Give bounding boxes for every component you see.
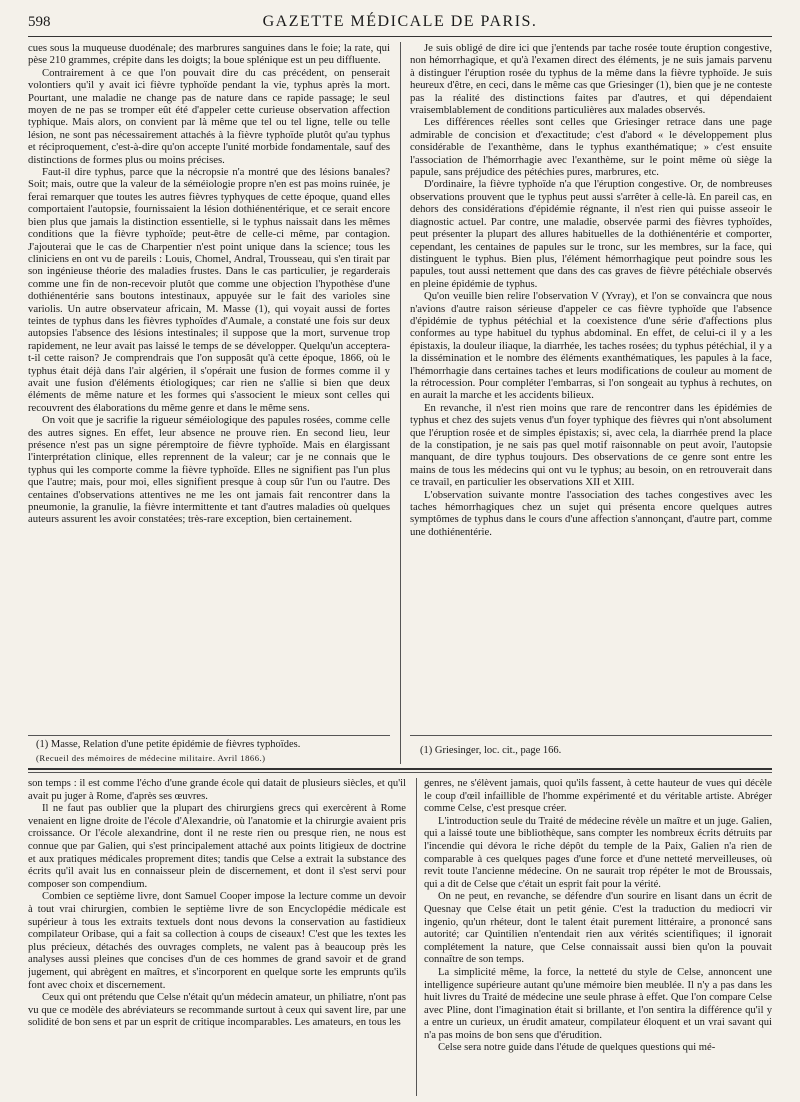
paragraph: On ne peut, en revanche, se défendre d'un sourire en lisant dans un écrit de Quesnay que Celse était un petit génie. C'est la traduction du mediocri vir ingenio, qu'un rhéteur, dont le talent était purement littéraire, a prononcé sans autorité; car Quintilien n'entendait rien aux vérités scientifiques; il ignorait complétement la nature, que Celse connaissait aussi bien qu'on la pouvait connaître de son temps.	[424, 891, 772, 966]
paragraph: genres, ne s'élèvent jamais, quoi qu'ils fassent, à cette hauteur de vues qui décèle le coup d'œil infaillible de l'homme expérimenté et du véritable artiste. Abréger comme Celse, c'est presque créer.	[424, 778, 772, 815]
paragraph: Contrairement à ce que l'on pouvait dire du cas précédent, on penserait volontiers qu'il y avait ici fièvre typhoïde pendant la vie, typhus après la mort. Pourtant, une maladie ne change pas de nature dans ce rapide passage; le seul moyen de ne pas se tromper eût été d'appeler cette curieuse observation affection typhique. Mais alors, on convient par là même que tel ou tel ligne, telle ou telle lésion, ne sont pas nécessairement attachés à la fièvre typhoïde plutôt qu'au typhus et réciproquement, c'est-à-dire qu'on accepte l'unité morbide fondamentale, sauf des distinctions de formes plus ou moins précises.	[28, 66, 390, 166]
journal-title: GAZETTE MÉDICALE DE PARIS.	[262, 13, 538, 30]
paragraph: Celse sera notre guide dans l'étude de quelques questions qui mé-	[438, 1042, 716, 1054]
paragraph: son temps : il est comme l'écho d'une grande école qui datait de plusieurs siècles, et qu'il avait pu juger à Rome, d'après ses œuvres.	[28, 778, 406, 802]
paragraph: En revanche, il n'est rien moins que rare de rencontrer dans les épidémies de typhus et chez des sujets venus d'un foyer typhique des fièvres qui n'ont absolument que l'éruption rosée et de simples épistaxis; si, avec cela, la diarrhée prend la place de la constipation, je ne sais pas quel motif raisonnable on peut avoir, l'autopsie manquant, de dire typhus toujours. Des observations de ce genre sont entre les mains de tous les médecins qui ont vu le typhus; au besoin, on en retrouverait dans ce travail, en particulier les observations XII et XIII.	[410, 401, 772, 489]
lower-left-column	[28, 778, 406, 1098]
section-divider	[28, 768, 772, 770]
paragraph: L'observation suivante montre l'association des taches congestives avec les taches hémorrhagiques chez un sujet qui présenta encore quelques autres symptômes de typhus dans le cours d'une affection s'annonçant, d'autre part, comme une dothiénentérie.	[410, 488, 772, 538]
footnote-left	[36, 739, 390, 764]
footnote-main: (1) Griesinger, loc. cit., page 166.	[420, 745, 562, 756]
upper-right-column	[410, 42, 772, 732]
paragraph: Qu'on veuille bien relire l'observation V (Yvray), et l'on se convaincra que nous n'avions d'autre raison sérieuse d'appeler ce cas fièvre typhoïde que l'absence d'épidémie de typhus pétéchial et la coexistence d'une série d'affections plus conformes au type habituel du typhus abdominal. En effet, de celui-ci il y a les épistaxis, la douleur iliaque, la diarrhée, les taches rosées; du typhus pétéchial, il y a la dissémination et le nombre des éléments exanthématiques, les papules à la face, l'hémorrhagie dans certaines taches et leurs modifications de couleur au moment de la rétrocession. Pour compléter l'embarras, si l'on songeait au typhus à rechutes, on en aurait la marche et les accidents bilieux.	[410, 290, 772, 402]
paragraph: D'ordinaire, la fièvre typhoïde n'a que l'éruption congestive. Or, de nombreuses observations prouvent que le typhus peut aussi s'arrêter à celle-là. En pareil cas, en dehors des considérations d'épidémie régnante, il n'est rien qui puisse asseoir le diagnostic actuel. Par contre, une maladie, observée parmi des fièvres typhoïdes, peut présenter la plupart des allures habituelles de la dothiénentérie et comporter, cependant, les centaines de papules sur le tronc, sur les membres, sur la face, qui distinguent le typhus. Bien plus, l'élément hémorrhagique peut poindre sous les papules, tout aussi nettement que dans des cas graves de fièvre pétéchiale observés en pleine épidémie de typhus.	[410, 178, 772, 290]
paragraph: Faut-il dire typhus, parce que la nécropsie n'a montré que des lésions banales? Soit; mais, outre que la valeur de la séméiologie propre n'en est pas moins ruinée, je ferai remarquer que toutes les autres fièvres typhyques de cette époque, quand elles comportaient l'autopsie, fournissaient la lésion dothiénentérique, et ce serait encore bien plus que jamais la distinction essentielle, si le typhus naissait dans les mêmes conditions que la fièvre typhoïde; peut-être de celle-ci même, par contagion. J'ajouterai que le cas de Charpentier n'est point unique dans la science; tous les cliniciens en ont vu de pareils : Louis, Chomel, Andral, Trousseau, qui s'en tirait par son ingénieuse théorie des maladies frustes. Dans le cas particulier, je regarderais comme une fin de non-recevoir plutôt que comme une objection l'hypothèse d'une dothiénentérie sans boutons intestinaux, appuyée sur le fait des varioles sine variolis. Un autre observateur africain, M. Masse (1), qui voyait aussi de fortes teintes de typhus dans les fièvres typhoïdes d'Aumale, a constaté une fois sur deux autopsies l'absence des lésions intestinales; il suppose que la mort, survenue trop rapidement, ne leur avait pas laissé le temps de se développer. Quelqu'un acceptera-t-il cette raison? Je comprendrais que l'on supposât qu'à cette époque, 1866, où le typhus était déjà dans l'air algérien, il s'opérait une fusion de formes comme il y avait une fusion d'éléments étiologiques; car rien ne s'allie si bien que deux éléments de même nature et les formes qui s'associent le mieux sont celles qui recouvrent des élaborations du même genre et dans le même sens.	[28, 166, 390, 414]
lower-right-column	[424, 778, 772, 1098]
footnote-right	[420, 745, 770, 758]
page-header	[28, 10, 772, 37]
paragraph: Je suis obligé de dire ici que j'entends par tache rosée toute éruption congestive, non hémorrhagique, et qu'à l'examen direct des éléments, je ne suis jamais parvenu à distinguer l'éruption rosée du typhus de la même dans la fièvre typhoïde. Je suis heureux d'être, en ceci, dans le même cas que Griesinger (1), bien que je ne conteste pas la réalité des distinctions faites par d'autres, et qui dépendaient vraisemblablement de conditions particulières aux malades observés.	[410, 42, 772, 117]
upper-left-column	[28, 42, 390, 732]
paragraph: Ceux qui ont prétendu que Celse n'était qu'un médecin amateur, un philiatre, n'ont pas vu que ce modèle des abréviateurs se recommande surtout à ceux qui savent lire, par une solidité de bon sens et par un esprit de critique incomparables. Les amateurs, en tous les	[28, 992, 406, 1029]
paragraph: On voit que je sacrifie la rigueur séméiologique des papules rosées, comme celle des autres signes. En effet, leur absence ne prouve rien. En second lieu, leur présence n'est pas un signe péremptoire de fièvre typhoïde. Mais en élargissant l'interprétation clinique, elles reprennent de la valeur; car je ne connais que le typhus qui les comporte comme la fièvre typhoïde. Elles ne signifient pas l'un plus que l'autre; mais, pour moi, elles signifient presque à coup sûr l'un ou l'autre. Des centaines d'observations attentives ne me les ont jamais fait rencontrer dans la pneumonie, la granulie, la fièvre intermittente et tant d'autres maladies où quelques auteurs assurent les avoir constatées; très-rare exception, bien certainement.	[28, 414, 390, 526]
paragraph: La simplicité même, la force, la netteté du style de Celse, annoncent une intelligence supérieure autant qu'une mémoire bien meublée. Il n'y a pas dans les huit livres du Traité de médecine une seule phrase à effet. Que l'on compare Celse avec Pline, dont l'imagination était si brillante, et l'on sentira la différence qu'il y a entre un curieux, un érudit amateur, compilateur éloquent et un vrai savant qui n'a pas moins de bon sens que d'érudition.	[424, 966, 772, 1041]
page-number: 598	[28, 14, 51, 30]
paragraph: Combien ce septième livre, dont Samuel Cooper impose la lecture comme un devoir à tout vrai chirurgien, combien le septième livre de son Encyclopédie médicale est supérieur à tous les extraits textuels dont nous devons la conservation au fastidieux compilateur Oribase, qui a fait sa collection à coups de ciseaux! C'est que les textes les plus précieux, détachés des ouvrages complets, ne valent pas à beaucoup près les analyses aussi pleines que concises d'un de ces hommes de grand savoir et de grand jugement, qui abrègent en maîtres, et s'incorporent en quelque sorte les emprunts qu'ils font avec choix et discernement.	[28, 891, 406, 991]
footnote-rule	[410, 735, 772, 736]
paragraph: Il ne faut pas oublier que la plupart des chirurgiens grecs qui exercèrent à Rome venaient en ligne droite de l'école d'Alexandrie, où l'anatomie et la chirurgie avaient pris croissance. Or l'école alexandrine, dont il ne reste rien ou presque rien, ne nous est connue que par Galien, qui s'est principalement attaché aux points litigieux de doctrine et aux pratiques médicales proprement dites; tandis que Celse a extrait la substance des écrits qu'il avait lus en connaisseur plein de discernement, et dont il s'est servi pour composer son compendium.	[28, 803, 406, 890]
column-divider	[416, 778, 417, 1096]
paragraph: cues sous la muqueuse duodénale; des marbrures sanguines dans le foie; la rate, qui pèse 210 grammes, crépite dans les doigts; la boue splénique est un peu diffluente.	[28, 42, 390, 67]
column-divider	[400, 42, 401, 764]
paragraph: Les différences réelles sont celles que Griesinger retrace dans une page admirable de concision et d'exactitude; c'est d'abord « le développement plus considérable de l'exanthème, dans le typhus exanthématique; » c'est ensuite l'association de l'hémorrhagie avec l'exanthème, sur le point même où siège la papule, sans préjudice des pétéchies pures, marbrures, etc.	[410, 116, 772, 179]
paragraph: L'introduction seule du Traité de médecine révèle un maître et un juge. Galien, qui a laissé toute une bibliothèque, sans compter les nombreux écrits détruits par l'incendie qui dévora le riche dépôt du temple de la Paix, Galien n'a rien de comparable à ces quelques pages d'une force et d'une netteté merveilleuses, où revit toute l'ancienne médecine. On ne saurait trop répéter le mot de Broussais, qui a dit de Celse que c'était un esprit fait pour la vérité.	[424, 815, 772, 890]
footnote-main: (1) Masse, Relation d'une petite épidémie de fièvres typhoïdes.	[36, 739, 301, 750]
footnote-rule	[28, 735, 390, 736]
section-divider	[28, 772, 772, 773]
footnote-source: (Recueil des mémoires de médecine militaire. Avril 1866.)	[36, 752, 266, 763]
